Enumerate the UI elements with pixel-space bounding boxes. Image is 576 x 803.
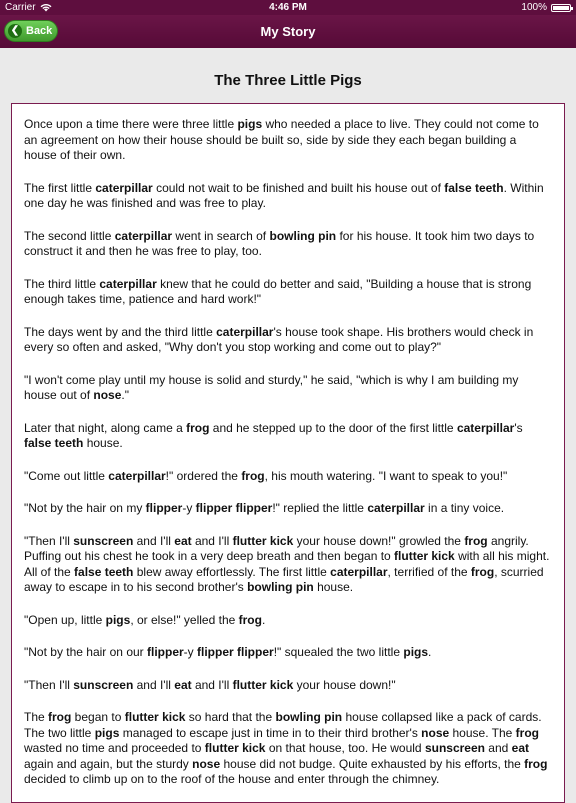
story-text: . Within one day he was finished and was free to play. [24,180,544,210]
story-keyword: flipper [145,501,183,515]
story-keyword: pigs [105,612,131,627]
nav-bar [0,15,576,48]
status-right [521,0,571,15]
story-text: The [24,710,49,724]
story-keyword: false teeth [24,436,84,450]
story-text: The days went by and the third little [24,324,217,339]
story-keyword: bowling pin [269,228,337,243]
story-text: blew away effortlessly. The first little [133,564,331,579]
story-keyword: pigs [94,725,120,740]
story-text: The second little [24,228,115,243]
story-text: "Open up, little [24,612,106,627]
story-keyword: bowling pin [275,710,343,724]
story-keyword: flipper [147,645,184,659]
story-title: The Three Little Pigs [214,72,362,89]
back-arrow-icon: ❮ [8,24,22,38]
story-paragraph [24,678,552,694]
story-text: house collapsed like a pack of cards. The two little [24,710,542,740]
story-paragraph [24,229,552,260]
story-keyword: caterpillar [330,564,388,579]
story-text: in a tiny voice. [424,501,505,515]
story-keyword: pigs [237,117,263,131]
story-keyword: sunscreen [73,533,134,548]
story-text: The first little [24,180,96,195]
story-text: "I won't come play until my house is solid and sturdy," he said, "which is why I am building my house out of [24,372,519,402]
story-paragraph [24,277,552,308]
story-paragraph [24,181,552,212]
story-keyword: flutter kick [204,741,266,755]
story-paragraph [24,501,552,517]
story-paragraph [24,469,552,485]
story-keyword: caterpillar [216,324,274,339]
story-keyword: caterpillar [95,180,153,195]
story-text: !" ordered the [165,468,242,483]
story-text: . [261,612,266,627]
story-paragraph [24,373,552,404]
story-keyword: pigs [403,645,429,659]
story-keyword: caterpillar [456,420,515,435]
story-keyword: bowling pin [247,580,314,594]
story-text: went in search of [172,228,270,243]
story-text: knew that he could do better and said, "Building a house that is strong enough takes time, patience and hard work!" [24,276,532,306]
story-keyword: flutter kick [232,677,294,692]
story-keyword: frog [524,756,548,771]
story-keyword: flutter kick [394,549,455,563]
story-text: who needed a place to live. They could not come to an agreement on how their house should be built so, side by side they each began building a house of their own. [24,117,539,162]
story-text: "Then I'll [24,677,74,692]
story-text: The third little [24,276,100,291]
story-text: "Not by the hair on my [24,501,146,515]
story-paragraph [24,645,552,661]
status-time: 4:46 PM [269,2,307,13]
story-text: angrily. Puffing out his chest he took in a very deep breath and then began to [24,533,529,563]
story-keyword: flutter kick [232,533,294,548]
story-text: managed to escape just in time in to their third brother's [119,725,422,740]
story-text: and he stepped up to the door of the first little [209,420,457,435]
story-text: . [428,645,432,659]
story-text: 's house took shape. His brothers would check in every so often and asked, "Why don't you stop working and come out to play?" [24,324,534,354]
story-text: , scurried away to escape in to his second brother's [24,564,544,594]
status-bar [0,0,576,15]
story-text: -y [183,645,198,659]
story-text: ." [121,388,129,402]
story-text: again and again, but the sturdy [24,756,193,771]
story-paragraph [24,421,552,452]
story-text: your house down!" [293,677,396,692]
story-text: house did not budge. Quite exhausted by his efforts, the [220,756,525,771]
story-text: !" replied the little [272,501,368,515]
story-text: so hard that the [185,710,276,724]
story-text: and I'll [133,533,175,548]
story-text: for his house. It took him two days to construct it and then he was free to play, too. [24,228,535,258]
story-keyword: frog [186,420,210,435]
story-keyword: flipper flipper [195,501,273,515]
story-keyword: frog [515,725,539,740]
story-text: Later that night, along came a [24,420,187,435]
story-text: and I'll [191,677,233,692]
back-button-label: Back [26,25,53,37]
story-keyword: eat [511,741,530,755]
story-text: !" squealed the two little [273,645,404,659]
story-text: , or else!" yelled the [130,612,239,627]
story-text: with all his might. All of the [24,549,550,579]
story-keyword: frog [48,710,72,724]
story-text: wasted no time and proceeded to [24,741,205,755]
story-text: 's [514,420,523,435]
story-keyword: frog [238,612,262,627]
story-text: on that house, too. He would [265,741,425,755]
story-keyword: nose [421,725,450,740]
story-text: house. [83,436,123,450]
story-text: house. [313,580,354,594]
carrier-label: Carrier [5,2,36,13]
story-keyword: false teeth [444,180,504,195]
story-text: your house down!" growled the [293,533,465,548]
story-paragraph [24,710,552,788]
story-text: and I'll [133,677,175,692]
story-keyword: caterpillar [367,501,425,515]
story-keyword: frog [241,468,265,483]
story-keyword: nose [93,388,122,402]
story-content[interactable] [11,103,565,803]
story-keyword: flutter kick [124,710,186,724]
story-text: house. The [449,725,516,740]
story-text: and I'll [191,533,233,548]
story-keyword: false teeth [74,564,134,579]
story-keyword: flipper flipper [197,645,274,659]
story-text: Once upon a time there were three little [24,117,238,131]
story-text: , terrified of the [387,564,471,579]
story-text: "Come out little [24,468,109,483]
story-paragraph [24,613,552,629]
story-keyword: caterpillar [114,228,173,243]
story-text: "Then I'll [24,533,74,548]
story-keyword: frog [470,564,495,579]
story-text: "Not by the hair on our [24,645,147,659]
battery-percent: 100% [521,2,547,13]
story-keyword: eat [174,533,192,548]
story-keyword: sunscreen [73,677,134,692]
story-text: , his mouth watering. "I want to speak to you!" [264,468,508,483]
story-text: could not wait to be finished and built his house out of [152,180,445,195]
back-button[interactable] [4,20,58,42]
story-text: and [484,741,512,755]
story-text: -y [182,501,196,515]
story-keyword: sunscreen [424,741,485,755]
story-keyword: caterpillar [108,468,166,483]
story-paragraph [24,325,552,356]
page-title: My Story [260,24,316,39]
story-paragraph [24,534,552,596]
story-keyword: caterpillar [99,276,157,291]
story-keyword: eat [174,677,192,692]
story-paragraph [24,117,552,164]
battery-icon [551,4,571,12]
story-text: began to [71,710,125,724]
story-keyword: frog [464,533,488,548]
story-keyword: nose [192,756,221,771]
story-text: decided to climb up on to the roof of the house and enter through the chimney. [24,772,440,786]
